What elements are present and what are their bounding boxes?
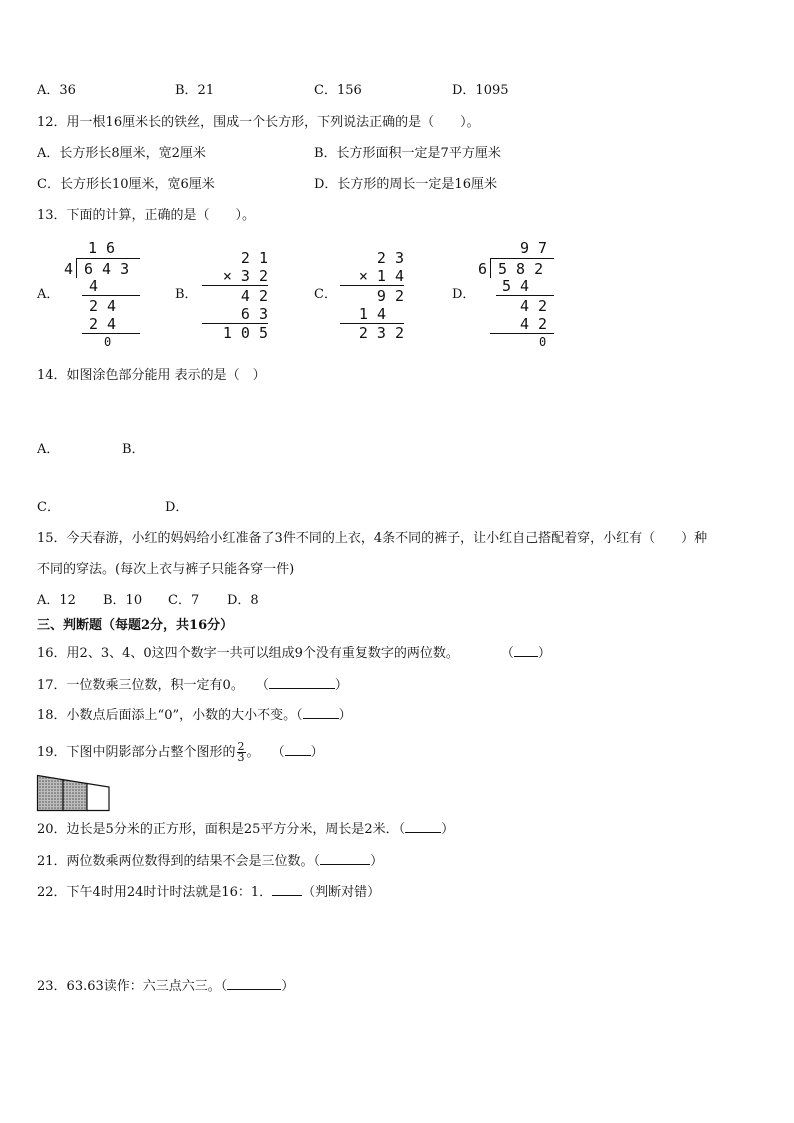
q13-d-long-division	[476, 238, 560, 348]
q19-text: 19．下图中阴影部分占整个图形的	[37, 745, 236, 760]
answer-blank[interactable]	[285, 743, 311, 756]
partial-product: 1 4	[358, 305, 386, 323]
q17-text: 17．一位数乘三位数，积一定有0。	[37, 678, 244, 693]
q12-option-b: B．长方形面积一定是7平方厘米	[314, 146, 501, 161]
partial-product: 9 2	[376, 287, 404, 305]
quotient: 1 6	[88, 239, 116, 257]
q13-label-a: A．	[37, 287, 60, 302]
q15-stem-line1: 15．今天春游，小红的妈妈给小红准备了3件不同的上衣，4条不同的裤子，让小红自己搭配着穿，小红有（ ）种	[37, 531, 708, 546]
answer-blank[interactable]	[303, 706, 339, 719]
q18-text: 18．小数点后面添上“0”，小数的大小不变。	[37, 708, 297, 723]
answer-blank[interactable]	[227, 977, 281, 990]
q20: 20．边长是5分米的正方形，面积是25平方分米，周长是2米．（ ）	[37, 822, 455, 837]
answer-blank[interactable]	[405, 820, 441, 833]
q13-stem: 13．下面的计算，正确的是（ ）。	[37, 208, 256, 223]
step-row: 4 2	[520, 297, 548, 315]
step-row: 4 2	[520, 315, 548, 333]
section-title: 三、判断题（每题2分，共16分）	[37, 618, 234, 633]
multiplicand: 2 1	[240, 249, 268, 267]
step-row: 4	[89, 277, 99, 295]
q12-stem: 12．用一根16厘米长的铁丝，围成一个长方形，下列说法正确的是（ ）。	[37, 115, 480, 130]
q19-shaded-figure	[36, 774, 112, 812]
q14-option-b: B．	[122, 442, 145, 457]
answer-blank[interactable]	[272, 883, 302, 896]
q14-stem: 14．如图涂色部分能用 表示的是（ ）	[37, 368, 266, 383]
q12-option-a: A．长方形长8厘米，宽2厘米	[37, 146, 206, 161]
shaded-part	[63, 780, 87, 811]
remainder: 0	[104, 335, 112, 349]
division-bracket	[76, 258, 77, 278]
q21-text: 21．两位数乘两位数得到的结果不会是三位数。	[37, 854, 314, 869]
step-row: 2 4	[89, 315, 117, 333]
quotient: 9 7	[520, 239, 548, 257]
q22-text: 22．下午4时用24时计时法就是16：1．	[37, 885, 273, 900]
q13-label-c: C．	[314, 287, 337, 302]
q17: 17．一位数乘三位数，积一定有0。 （ ）	[37, 678, 348, 693]
q15-option-d: D．8	[227, 593, 259, 608]
multiplier: × 1 4	[358, 267, 404, 285]
divisor: 4	[64, 260, 74, 278]
q19: 19．下图中阴影部分占整个图形的 $\frac{2}{3}$ 。 （ ）	[37, 740, 324, 764]
q15-option-a: A．12	[37, 593, 76, 608]
q12-option-d: D．长方形的周长一定是16厘米	[314, 177, 497, 192]
q13-label-b: B．	[175, 287, 198, 302]
q15-option-c: C．7	[168, 593, 200, 608]
answer-blank[interactable]	[269, 676, 335, 689]
answer-blank[interactable]	[514, 644, 538, 657]
product-line	[340, 285, 404, 286]
q16-text: 16．用2、3、4、0这四个数字一共可以组成9个没有重复数字的两位数。	[37, 646, 459, 661]
product: 1 0 5	[222, 324, 268, 342]
q21: 21．两位数乘两位数得到的结果不会是三位数。（ ）	[37, 854, 384, 869]
dividend: 5 8 2	[498, 260, 544, 278]
q11-option-a: A．36	[37, 83, 76, 98]
q15-option-b: B．10	[103, 593, 143, 608]
q23-text: 23．63.63读作：六三点六三。	[37, 979, 221, 994]
step-row: 5 4	[502, 277, 530, 295]
fraction: $\frac{2}{3}$	[237, 740, 245, 764]
q14-option-d: D．	[165, 500, 189, 515]
multiplier: × 3 2	[222, 267, 268, 285]
q20-text: 20．边长是5分米的正方形，面积是25平方分米，周长是2米．	[37, 822, 399, 837]
division-bar	[490, 258, 554, 259]
q12-option-c: C．长方形长10厘米，宽6厘米	[37, 177, 215, 192]
division-bar	[76, 258, 140, 259]
q14-option-c: C．	[37, 500, 60, 515]
q13-label-d: D．	[452, 287, 476, 302]
answer-blank[interactable]	[320, 852, 370, 865]
division-bracket	[490, 258, 491, 278]
step-line	[496, 295, 554, 296]
dividend: 6 4 3	[84, 260, 130, 278]
q13-c-multiplication	[338, 248, 414, 343]
product: 2 3 2	[358, 324, 404, 342]
remainder: 0	[539, 335, 547, 349]
divisor: 6	[478, 260, 488, 278]
q23: 23．63.63读作：六三点六三。（ ）	[37, 979, 295, 994]
step-row: 2 4	[89, 297, 117, 315]
unshaded-part	[87, 784, 109, 811]
q11-option-d: D．1095	[452, 83, 509, 98]
step-line	[82, 295, 140, 296]
q22: 22．下午4时用24时计时法就是16：1． （判断对错）	[37, 885, 381, 900]
multiplicand: 2 3	[376, 249, 404, 267]
q11-option-c: C．156	[314, 83, 362, 98]
q13-a-long-division	[62, 238, 152, 348]
q11-option-b: B．21	[175, 83, 215, 98]
q18: 18．小数点后面添上“0”，小数的大小不变。（ ）	[37, 708, 352, 723]
product-line	[202, 285, 268, 286]
q13-b-multiplication	[198, 248, 278, 343]
q15-stem-line2: 不同的穿法。(每次上衣与裤子只能各穿一件)	[37, 562, 295, 577]
q16: 16．用2、3、4、0这四个数字一共可以组成9个没有重复数字的两位数。 （ ）	[37, 646, 551, 661]
partial-product: 4 2	[240, 287, 268, 305]
partial-product: 6 3	[240, 305, 268, 323]
q14-option-a: A．	[37, 442, 60, 457]
shaded-part	[38, 776, 64, 811]
